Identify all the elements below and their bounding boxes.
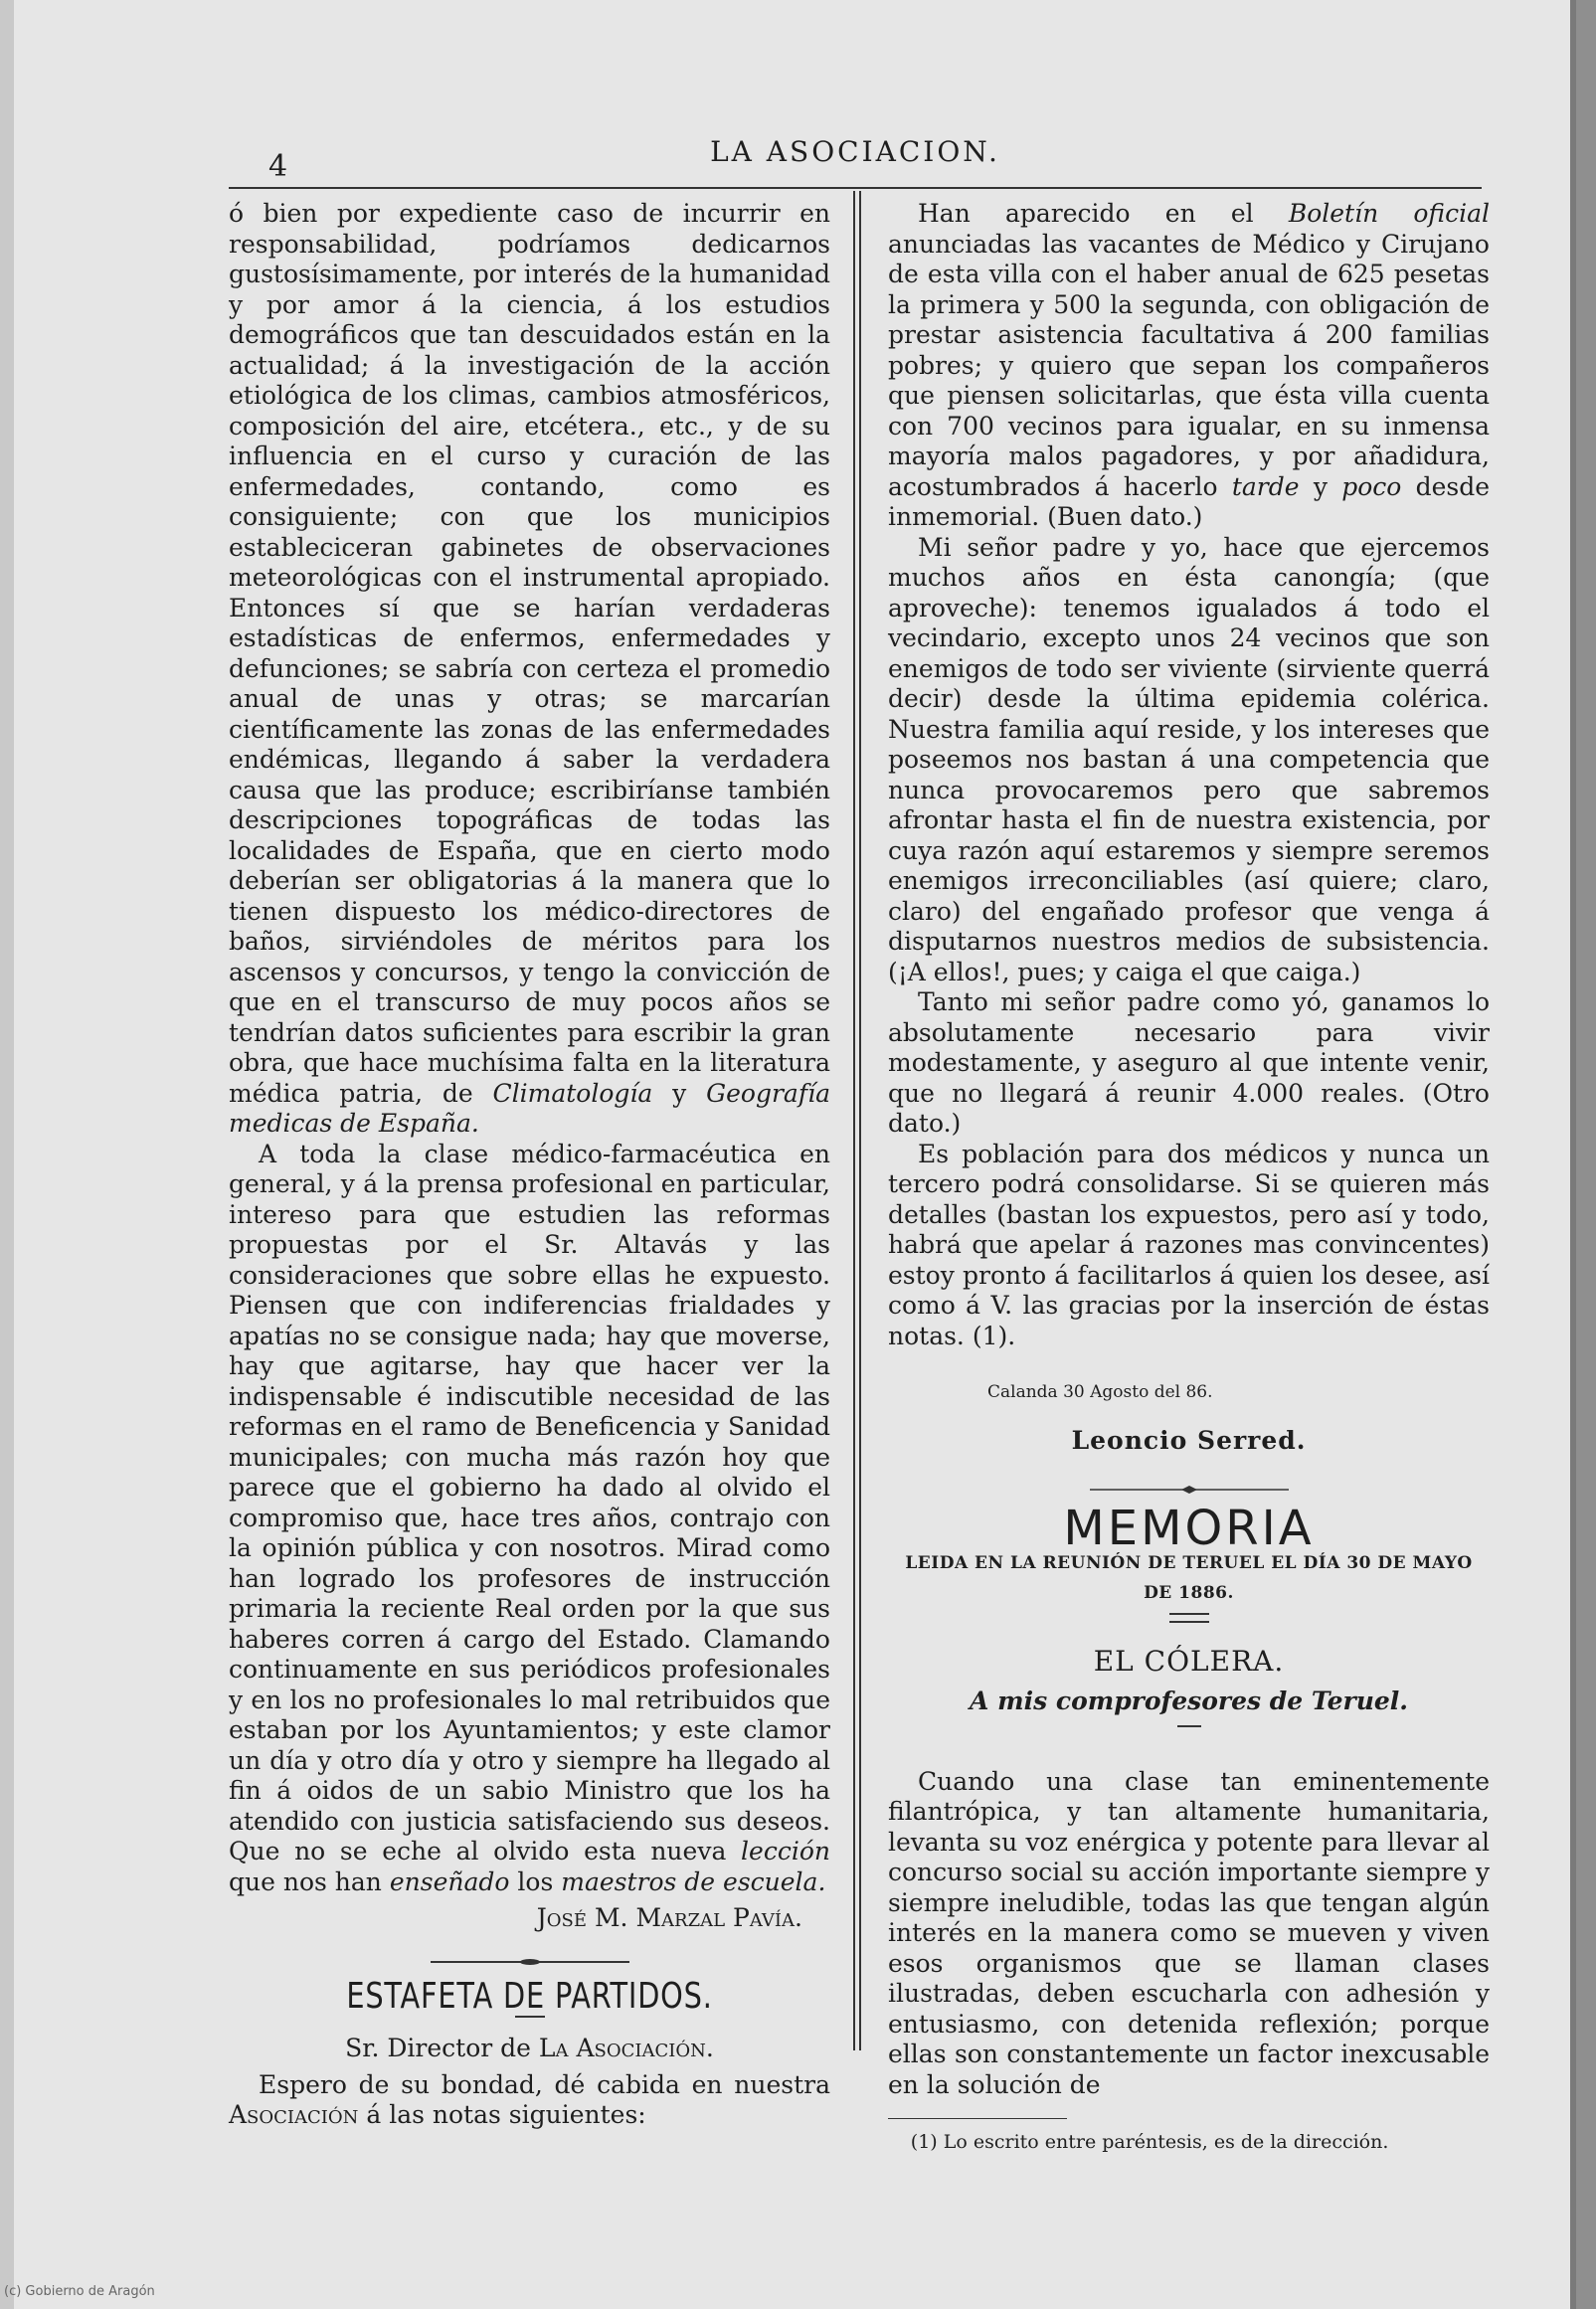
article-dedication: A mis comprofesores de Teruel. bbox=[970, 1687, 1408, 1715]
memoria-subtitle: LEIDA EN LA REUNIÓN DE TERUEL EL DÍA 30 DE MAYO DE 1886. bbox=[905, 1552, 1473, 1603]
page-header bbox=[229, 129, 1482, 189]
article-title: EL CÓLERA. bbox=[1093, 1644, 1285, 1678]
short-rule bbox=[1177, 1725, 1201, 1727]
paragraph: Cuando una clase tan eminentemente filantrópica, y tan altamente humanitaria, levanta su voz enérgica y potente para llevar al concurso social su acción importante siempre y siempre ineludible, todas las que tengan algún interés en la manera como se mueven y viven esos organismos que se llaman clases ilustradas, deben escucharla con adhesión y entusiasmo, con detenida reflexión; porque ellas son constantemente un factor inexcusable en la solución de bbox=[888, 1766, 1490, 2099]
running-head: LA ASOCIACION. bbox=[710, 135, 1000, 168]
memoria-title: MEMORIA bbox=[1063, 1501, 1315, 1556]
column-divider-double bbox=[859, 191, 861, 2050]
ornament-divider bbox=[431, 1956, 629, 1968]
header-rule bbox=[229, 187, 1482, 189]
section-title: ESTAFETA DE PARTIDOS. bbox=[346, 1975, 713, 2017]
double-rule bbox=[1169, 1613, 1209, 1623]
left-column bbox=[229, 199, 830, 2131]
footnote: (1) Lo escrito entre paréntesis, es de la dirección. bbox=[910, 2131, 1389, 2153]
salutation: Sr. Director de La Asociación. bbox=[345, 2034, 714, 2062]
paragraph: Han aparecido en el Boletín oficial anunciadas las vacantes de Médico y Cirujano de esta villa con el haber anual de 625 pesetas la primera y 500 la segunda, con obligación de prestar asistencia facultativa á 200 familias pobres; y quiero que sepan los compañeros que piensen solicitarlas, que ésta villa cuenta con 700 vecinos para igualar, en su inmensa mayoría malos pagadores, y por añadidura, acostumbrados á hacerlo tarde y poco desde inmemorial. (Buen dato.) bbox=[888, 199, 1491, 531]
paragraph: A toda la clase médico-farmacéutica en general, y á la prensa profesional en particular, intereso para que estudien las reformas propuestas por el Sr. Altavás y las consideraciones que sobre ellas he expuesto. Piensen que con indiferencias frialdades y apatías no se consigue nada; hay que moverse, hay que agitarse, hay que hacer ver la indispensable é indiscutible necesidad de las reformas en el ramo de Beneficencia y Sanidad municipales; con mucha más razón hoy que parece que el gobierno ha dado al olvido el compromiso que, hace tres años, contrajo con la opinión pública y con nosotros. Mirad como han logrado los profesores de instrucción primaria la reciente Real orden por la que sus haberes corren á cargo del Estado. Clamando continuamente en sus periódicos profesionales y en los no profesionales lo mal retribuidos que estaban por los Ayuntamientos; y este clamor un día y otro día y otro y siempre ha llegado al fin á oidos de un sabio Ministro que los ha atendido con justicia satisfaciendo sus deseos. Que no se eche al olvido esta nueva lección que nos han enseñado los maestros de escuela. bbox=[229, 1139, 830, 1896]
paragraph: Tanto mi señor padre como yó, ganamos lo absolutamente necesario para vivir modestamente, y aseguro al que intente venir, que no llegará á reunir 4.000 reales. (Otro dato.) bbox=[888, 987, 1490, 1138]
footnote-rule bbox=[888, 2118, 1067, 2119]
paragraph: Espero de su bondad, dé cabida en nuestra Asociación á las notas siguientes: bbox=[229, 2069, 830, 2129]
author-signature: José M. Marzal Pavía. bbox=[536, 1903, 802, 1932]
dateline: Calanda 30 Agosto del 86. bbox=[987, 1382, 1213, 1402]
column-divider bbox=[853, 191, 855, 2050]
right-column bbox=[888, 199, 1490, 2158]
paragraph: Mi señor padre y yo, hace que ejercemos muchos años en ésta canongía; (que aproveche): tenemos igualados á todo el vecindario, excepto unos 24 vecinos que son enemigos de todo ser viviente (sirviente querrá decir) desde la última epidemia colérica. Nuestra familia aquí reside, y los intereses que poseemos nos bastan á una competencia que nunca provocaremos pero que sabremos afrontar hasta el fin de nuestra existencia, por cuya razón aquí estaremos y siempre seremos enemigos irreconciliables (así quiere; claro, claro) del engañado profesor que venga á disputarnos nuestros medios de subsistencia. (¡A ellos!, pues; y caiga el que caiga.) bbox=[888, 532, 1490, 986]
page-left-edge bbox=[0, 0, 14, 2309]
copyright-watermark: (c) Gobierno de Aragón bbox=[4, 2284, 155, 2299]
page-number: 4 bbox=[268, 149, 288, 184]
ornament-divider bbox=[1030, 1484, 1348, 1496]
paragraph: ó bien por expediente caso de incurrir en responsabilidad, podríamos dedicarnos gustosísimamente, por interés de la humanidad y por amor á la ciencia, á los estudios demográficos que tan descuidados están en la actualidad; á la investigación de la acción etiológica de los climas, cambios atmosféricos, composición del aire, etcétera., etc., y de su influencia en el curso y curación de las enfermedades, contando, como es consiguiente; con que los municipios estableciceran gabinetes de observaciones meteorológicas con el instrumental apropiado. Entonces sí que se harían verdaderas estadísticas de enfermos, enfermedades y defunciones; se sabría con certeza el promedio anual de unas y otras; se marcarían científicamente las zonas de las enfermedades endémicas, llegando á saber la verdadera causa que las produce; escribiríanse también descripciones topográficas de todas las localidades de España, que en cierto modo deberían ser obligatorias á la manera que lo tienen dispuesto los médico-directores de baños, sirviéndoles de méritos para los ascensos y concursos, y tengo la convicción de que en el transcurso de muy pocos años se tendrían datos suficientes para escribir la gran obra, que hace muchísima falta en la literatura médica patria, de Climatología y Geografía medicas de España. bbox=[229, 199, 830, 1138]
signer: Leoncio Serred. bbox=[1071, 1425, 1307, 1455]
paragraph: Es población para dos médicos y nunca un tercero podrá consolidarse. Si se quieren más detalles (bastan los expuestos, pero así y todo, habrá que apelar á razones mas convincentes) estoy pronto á facilitarlos á quien los desee, así como á V. las gracias por la inserción de éstas notas. (1). bbox=[888, 1139, 1490, 1350]
